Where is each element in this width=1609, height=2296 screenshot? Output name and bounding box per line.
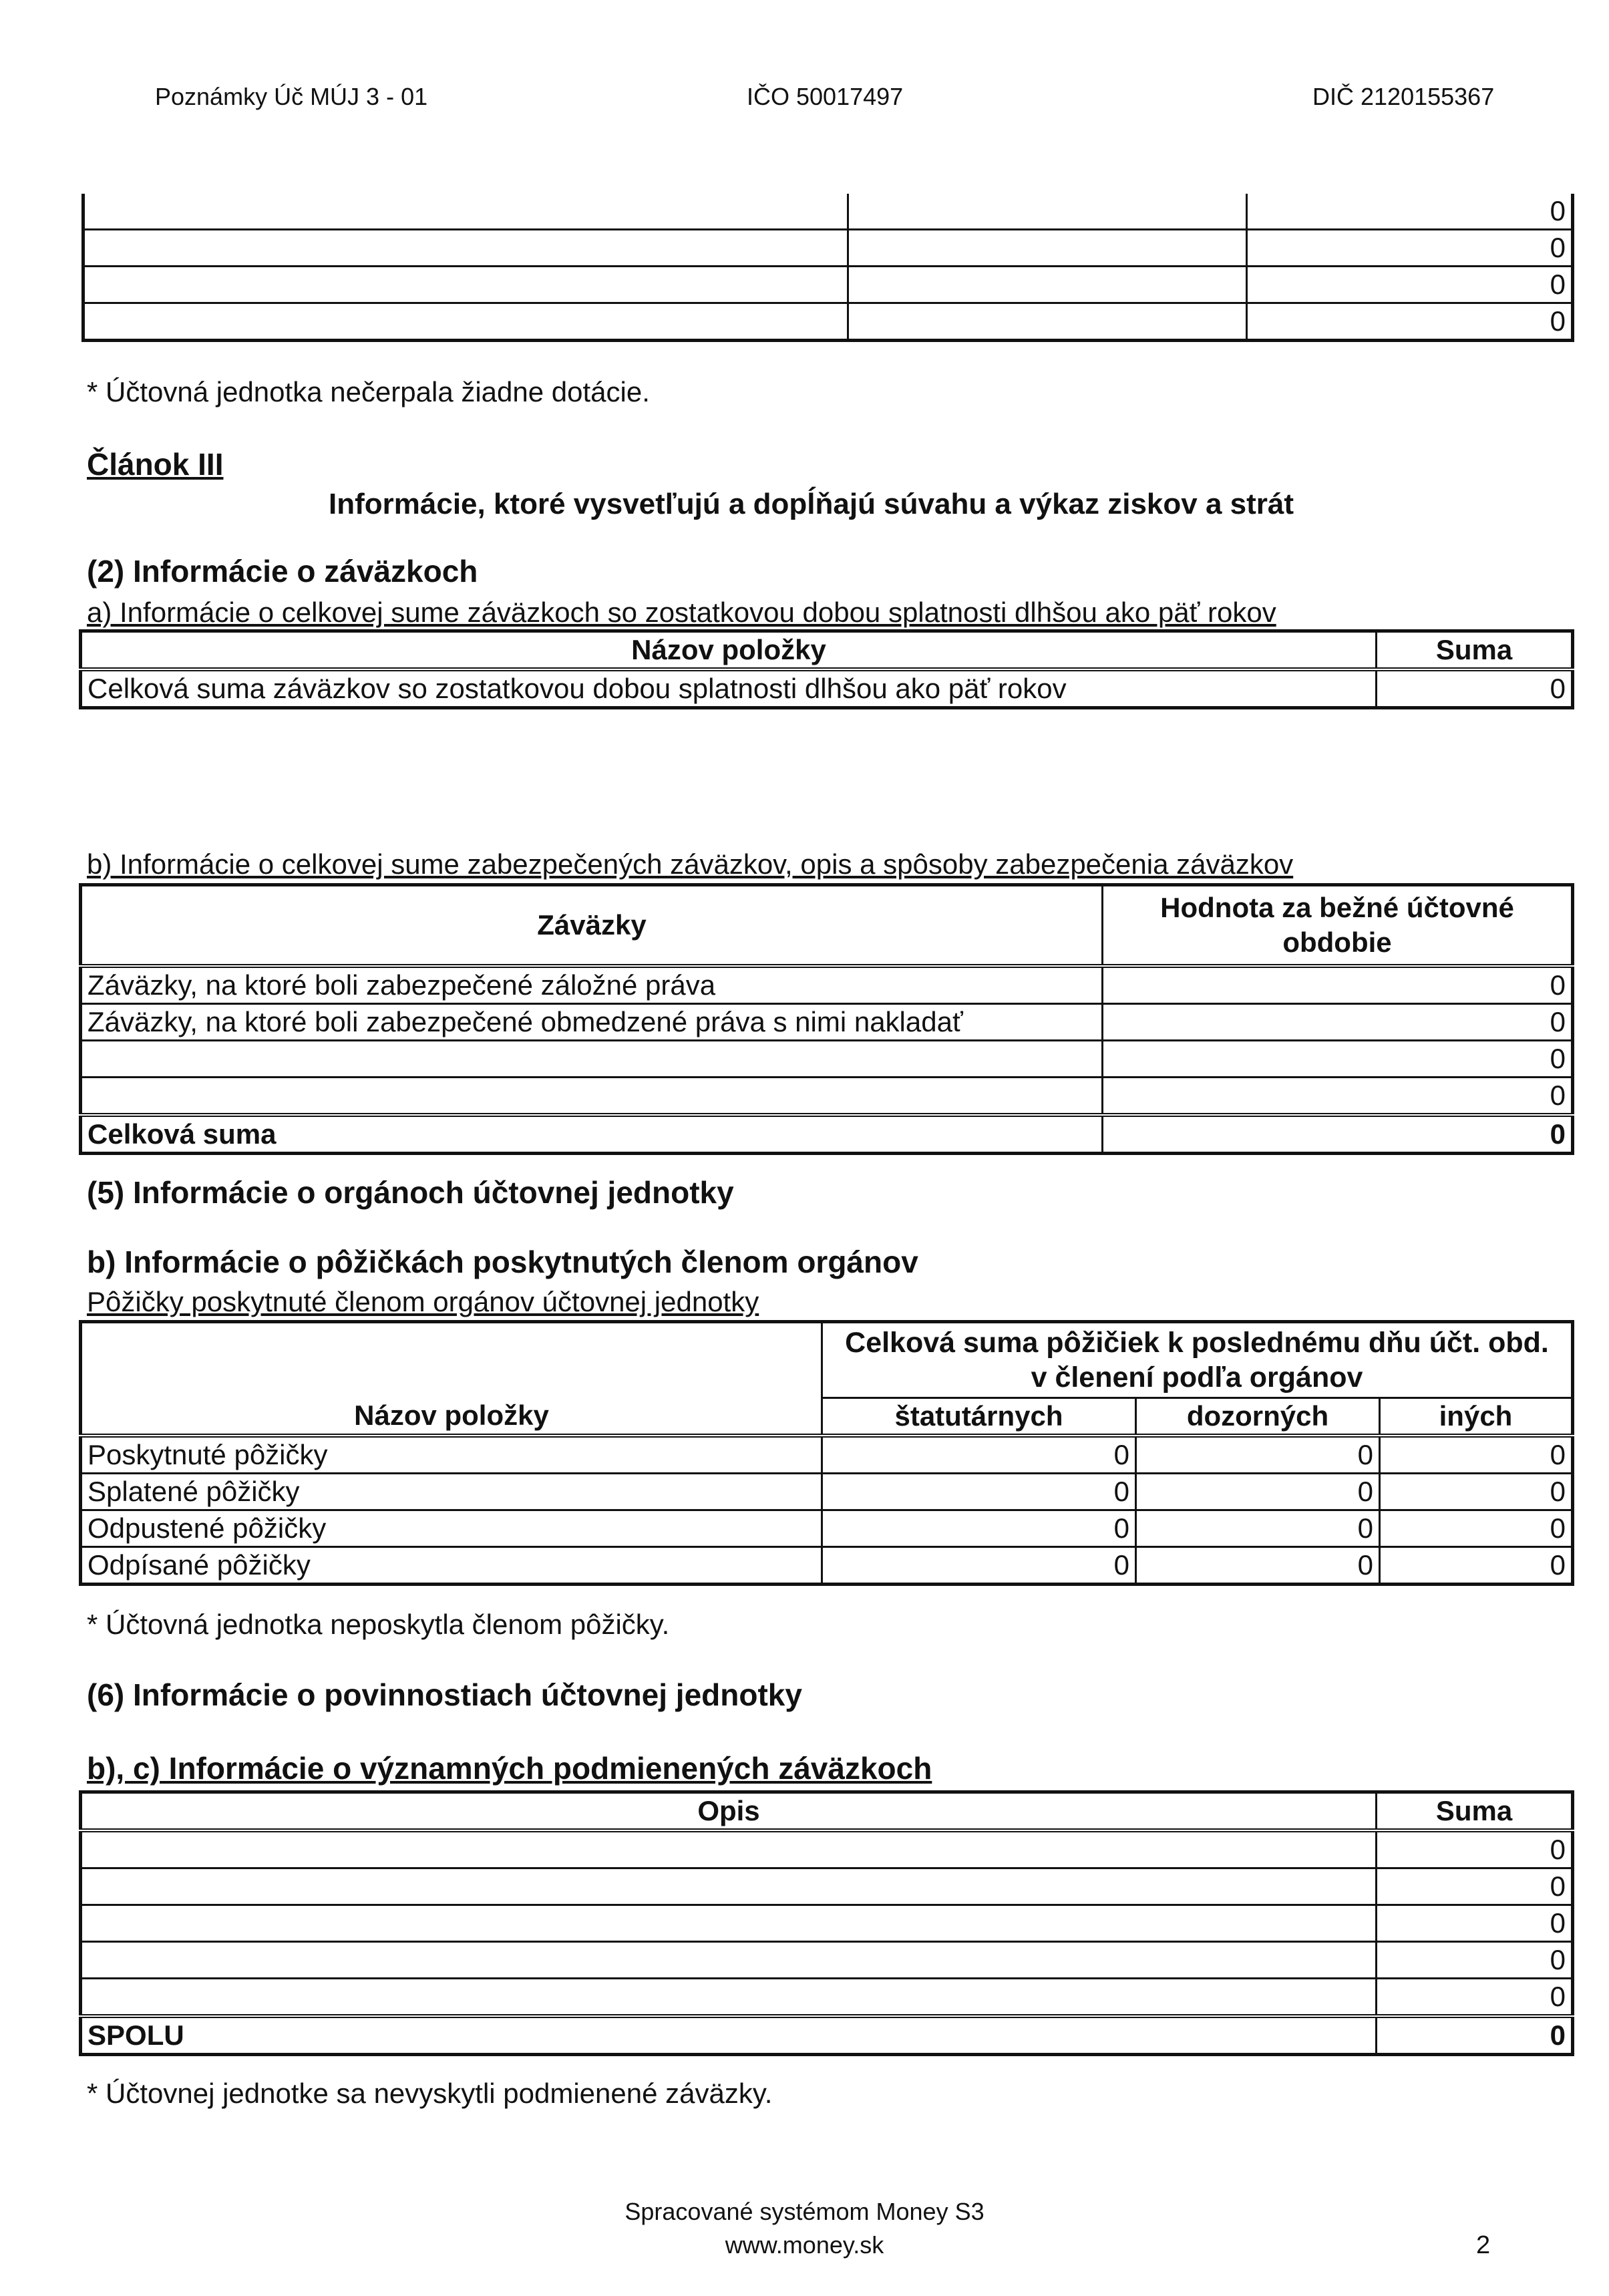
- row-value: 0: [1103, 1041, 1573, 1078]
- loans-group-header: [822, 1322, 1573, 1398]
- section6-bc-title: b), c) Informácie o významných podmienených záväzkoch: [87, 1751, 932, 1786]
- loans-group-header-line2: v členení podľa orgánov: [1031, 1361, 1363, 1393]
- section5-b-subtitle: Pôžičky poskytnuté členom orgánov účtovnej jednotky: [87, 1286, 759, 1317]
- table-row: 0: [83, 194, 1573, 230]
- long-term-liabilities-table: [79, 629, 1574, 709]
- top-table: [81, 194, 1574, 342]
- col-statutory: štatutárnych: [822, 1398, 1136, 1436]
- table-row: [81, 1041, 1573, 1078]
- table-row: 0: [81, 1868, 1573, 1905]
- table-row: 0: [83, 230, 1573, 267]
- table-header-row: [81, 885, 1573, 967]
- header-notes-label: Poznámky Úč MÚJ 3 - 01: [155, 83, 428, 110]
- row-value: 0: [1103, 1078, 1573, 1116]
- section6-title: (6) Informácie o povinnostiach účtovnej jednotky: [87, 1677, 802, 1712]
- table-row: [81, 1004, 1573, 1041]
- row-value: 0: [1103, 1004, 1573, 1041]
- col-current-period: [1103, 885, 1573, 967]
- section2-a-title: a) Informácie o celkovej sume záväzkoch so zostatkovou dobou splatnosti dlhšou ako päť rokov: [87, 597, 1276, 628]
- section2-b-title: b) Informácie o celkovej sume zabezpečených záväzkov, opis a spôsoby zabezpečenia záväzkov: [87, 848, 1294, 880]
- section5-title: (5) Informácie o orgánoch účtovnej jednotky: [87, 1175, 734, 1210]
- header-ico: IČO 50017497: [747, 83, 904, 110]
- row-label: [81, 1041, 1103, 1078]
- col-current-period-line2: obdobie: [1282, 927, 1392, 958]
- table-header-row: [81, 1792, 1573, 1831]
- footer-software: Spracované systémom Money S3: [624, 2198, 985, 2225]
- row-label: [81, 1078, 1103, 1116]
- secured-liabilities-table: [79, 883, 1574, 1155]
- row-label: Záväzky, na ktoré boli zabezpečené záložné práva: [81, 966, 1103, 1004]
- table-header-row: [81, 631, 1573, 670]
- loans-table: [79, 1320, 1574, 1586]
- page-number: 2: [1476, 2231, 1491, 2259]
- table-row: 0: [81, 1942, 1573, 1979]
- col-item-name: Názov položky: [81, 631, 1377, 670]
- row-value: 0: [1103, 966, 1573, 1004]
- row-value: 0: [1377, 669, 1573, 708]
- col-other: iných: [1380, 1398, 1573, 1436]
- table-row: 0: [83, 303, 1573, 341]
- total-label: Celková suma: [81, 1115, 1103, 1154]
- table-row: 0: [81, 1979, 1573, 2017]
- footer-website: www.money.sk: [725, 2231, 884, 2259]
- table-total-row: [81, 2016, 1573, 2055]
- col-item-name: Názov položky: [81, 1398, 822, 1436]
- table-row: [81, 966, 1573, 1004]
- table-row: [81, 669, 1573, 708]
- article-title: Článok III: [87, 447, 224, 482]
- note-no-contingent: * Účtovnej jednotke sa nevyskytli podmienené záväzky.: [87, 2078, 773, 2109]
- table-row: [81, 1078, 1573, 1116]
- col-liabilities: Záväzky: [81, 885, 1103, 967]
- header-dic: DIČ 2120155367: [1312, 83, 1495, 110]
- col-current-period-line1: Hodnota za bežné účtovné: [1160, 892, 1514, 923]
- article-subtitle: Informácie, ktoré vysvetľujú a dopĺňajú súvahu a výkaz ziskov a strát: [329, 488, 1294, 520]
- total-value: 0: [1377, 2016, 1573, 2055]
- total-label: SPOLU: [81, 2016, 1377, 2055]
- table-total-row: [81, 1115, 1573, 1154]
- row-label: Záväzky, na ktoré boli zabezpečené obmedzené práva s nimi nakladať: [81, 1004, 1103, 1041]
- table-header-row: [81, 1398, 1573, 1436]
- note-no-subsidies: * Účtovná jednotka nečerpala žiadne dotácie.: [87, 376, 650, 407]
- note-no-loans: * Účtovná jednotka neposkytla členom pôžičky.: [87, 1609, 670, 1640]
- loans-group-header-line1: Celková suma pôžičiek k poslednému dňu účt. obd.: [845, 1327, 1549, 1359]
- col-description: Opis: [81, 1792, 1377, 1831]
- contingent-liabilities-table: [79, 1790, 1574, 2056]
- section2-title: (2) Informácie o záväzkoch: [87, 554, 478, 589]
- table-header-row: [81, 1322, 1573, 1398]
- table-row: 0: [81, 1905, 1573, 1942]
- total-value: 0: [1103, 1115, 1573, 1154]
- row-label: Celková suma záväzkov so zostatkovou dobou splatnosti dlhšou ako päť rokov: [81, 669, 1377, 708]
- table-row: 0: [83, 267, 1573, 303]
- table-row: Poskytnuté pôžičky 0 0 0: [81, 1436, 1573, 1474]
- table-row: Splatené pôžičky 0 0 0: [81, 1474, 1573, 1510]
- table-row: Odpísané pôžičky 0 0 0: [81, 1547, 1573, 1585]
- table-row: 0: [81, 1830, 1573, 1868]
- col-supervisory: dozorných: [1136, 1398, 1380, 1436]
- table-row: Odpustené pôžičky 0 0 0: [81, 1510, 1573, 1547]
- section5-b-title: b) Informácie o pôžičkách poskytnutých členom orgánov: [87, 1245, 918, 1279]
- col-sum: Suma: [1377, 1792, 1573, 1831]
- col-sum: Suma: [1377, 631, 1573, 670]
